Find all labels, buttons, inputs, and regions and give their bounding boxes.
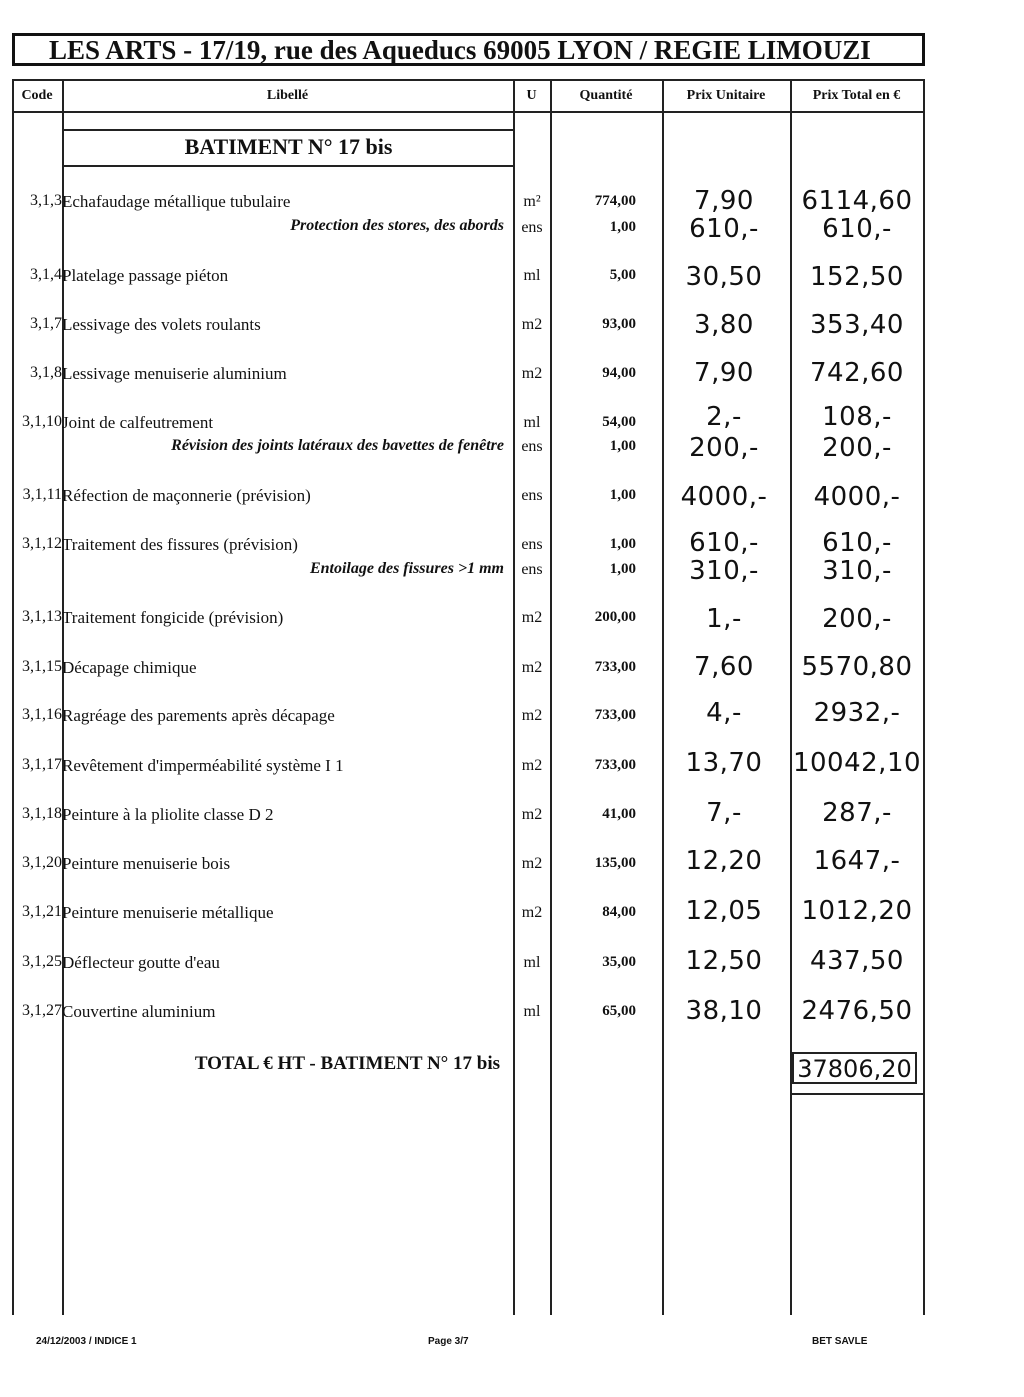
total-label: TOTAL € HT - BATIMENT N° 17 bis: [194, 1053, 500, 1074]
row-total-price: 200,-: [822, 433, 892, 463]
row-qty: 135,00: [594, 855, 636, 871]
row-qty: 1,00: [609, 561, 636, 577]
row-unit: m2: [521, 855, 543, 872]
row-unit: ml: [523, 267, 541, 284]
row-unit-price: 13,70: [685, 748, 763, 778]
row-unit-price: 2,-: [706, 402, 742, 432]
row-sublabel: Entoilage des fissures >1 mm: [309, 560, 504, 577]
row-label: Réfection de maçonnerie (prévision): [62, 486, 311, 505]
footer-date: 24/12/2003 / INDICE 1: [36, 1336, 137, 1347]
row-unit-price: 12,20: [685, 846, 763, 876]
row-qty: 733,00: [594, 659, 636, 675]
col-header-u: U: [526, 88, 537, 103]
row-unit-price: 1,-: [706, 604, 742, 634]
row-qty: 733,00: [594, 757, 636, 773]
row-label: Déflecteur goutte d'eau: [62, 953, 220, 972]
row-label: Peinture à la pliolite classe D 2: [62, 805, 274, 824]
row-total-price: 4000,-: [813, 482, 901, 512]
row-code: 3,1,17: [22, 756, 62, 773]
col-header-code: Code: [21, 88, 53, 103]
row-label: Echafaudage métallique tubulaire: [62, 192, 291, 211]
row-qty: 54,00: [602, 414, 636, 430]
row-qty: 1,00: [609, 438, 636, 454]
row-code: 3,1,18: [22, 805, 62, 822]
row-unit: ens: [521, 219, 543, 236]
row-unit: m²: [523, 193, 541, 210]
col-border-libelle: [513, 79, 515, 1315]
row-qty: 41,00: [602, 806, 636, 822]
row-qty: 1,00: [609, 536, 636, 552]
row-code: 3,1,8: [30, 364, 62, 381]
row-qty: 1,00: [609, 219, 636, 235]
row-unit-price: 610,-: [689, 214, 759, 244]
footer-company: BET SAVLE: [812, 1336, 868, 1347]
row-total-price: 152,50: [810, 262, 904, 292]
col-header-pu: Prix Unitaire: [686, 88, 766, 103]
row-unit: m2: [521, 609, 543, 626]
row-label: Lessivage menuiserie aluminium: [62, 364, 287, 383]
row-qty: 774,00: [594, 193, 636, 209]
row-qty: 94,00: [602, 365, 636, 381]
row-unit: m2: [521, 757, 543, 774]
row-unit: ml: [523, 1003, 541, 1020]
row-unit: m2: [521, 806, 543, 823]
row-label: Peinture menuiserie bois: [62, 854, 231, 873]
row-total-price: 742,60: [810, 358, 904, 388]
total-value: 37806,20: [792, 1052, 917, 1084]
row-qty: 65,00: [602, 1003, 636, 1019]
row-total-price: 5570,80: [801, 652, 913, 682]
row-code: 3,1,21: [22, 903, 62, 920]
row-unit: ml: [523, 954, 541, 971]
row-code: 3,1,12: [22, 535, 62, 552]
row-unit: m2: [521, 707, 543, 724]
row-unit: m2: [521, 659, 543, 676]
row-unit-price: 3,80: [694, 310, 754, 340]
row-unit-price: 7,60: [694, 652, 754, 682]
row-unit: ens: [521, 536, 543, 553]
row-code: 3,1,4: [30, 266, 62, 283]
row-unit: ens: [521, 438, 543, 455]
row-total-price: 2476,50: [801, 996, 913, 1026]
row-code: 3,1,13: [22, 608, 62, 625]
col-border-code: [62, 79, 64, 1315]
col-header-libelle: Libellé: [266, 88, 309, 103]
col-header-quantite: Quantité: [579, 88, 633, 103]
row-unit-price: 200,-: [689, 433, 759, 463]
row-unit-price: 12,50: [685, 946, 763, 976]
row-total-price: 10042,10: [792, 748, 922, 778]
row-total-price: 1012,20: [801, 896, 913, 926]
col-border-right: [923, 79, 925, 1315]
row-total-price: 1647,-: [813, 846, 901, 876]
row-sublabel: Protection des stores, des abords: [290, 217, 504, 234]
row-label: Revêtement d'imperméabilité système I 1: [62, 756, 344, 775]
row-label: Ragréage des parements après décapage: [62, 706, 335, 725]
row-unit: m2: [521, 316, 543, 333]
footer-page: Page 3/7: [428, 1336, 469, 1347]
row-unit: m2: [521, 904, 543, 921]
section-divider-bottom: [62, 165, 514, 167]
row-unit-price: 7,90: [694, 358, 754, 388]
section-title: BATIMENT N° 17 bis: [184, 134, 393, 159]
row-label: Peinture menuiserie métallique: [62, 903, 274, 922]
row-total-price: 200,-: [822, 604, 892, 634]
row-total-price: 6114,60: [801, 186, 913, 216]
row-label: Couvertine aluminium: [62, 1002, 216, 1021]
row-unit-price: 12,05: [685, 896, 763, 926]
row-sublabel: Révision des joints latéraux des bavettes de fenêtre: [171, 437, 504, 454]
row-code: 3,1,20: [22, 854, 62, 871]
document-title: LES ARTS - 17/19, rue des Aqueducs 69005 LYON / REGIE LIMOUZI: [12, 33, 925, 66]
row-unit-price: 7,90: [694, 186, 754, 216]
row-total-price: 610,-: [822, 214, 892, 244]
total-divider: [792, 1093, 924, 1095]
row-unit-price: 4000,-: [680, 482, 768, 512]
row-unit-price: 30,50: [685, 262, 763, 292]
row-code: 3,1,25: [22, 953, 62, 970]
row-qty: 5,00: [609, 267, 636, 283]
row-label: Traitement fongicide (prévision): [62, 608, 284, 627]
row-code: 3,1,15: [22, 658, 62, 675]
row-total-price: 2932,-: [813, 698, 901, 728]
row-unit: ens: [521, 561, 543, 578]
row-label: Platelage passage piéton: [62, 266, 229, 285]
row-unit-price: 310,-: [689, 556, 759, 586]
row-unit: ml: [523, 414, 541, 431]
row-total-price: 610,-: [822, 528, 892, 558]
row-label: Lessivage des volets roulants: [62, 315, 261, 334]
row-code: 3,1,10: [22, 413, 62, 430]
row-unit-price: 610,-: [689, 528, 759, 558]
row-label: Traitement des fissures (prévision): [62, 535, 298, 554]
row-total-price: 108,-: [822, 402, 892, 432]
row-qty: 733,00: [594, 707, 636, 723]
col-border-u: [550, 79, 552, 1315]
row-code: 3,1,11: [22, 486, 62, 503]
row-unit-price: 7,-: [706, 798, 742, 828]
row-unit-price: 4,-: [706, 698, 742, 728]
row-total-price: 353,40: [810, 310, 904, 340]
row-qty: 1,00: [609, 487, 636, 503]
row-total-price: 310,-: [822, 556, 892, 586]
row-label: Joint de calfeutrement: [62, 413, 214, 432]
row-unit: ens: [521, 487, 543, 504]
row-label: Décapage chimique: [62, 658, 197, 677]
row-qty: 35,00: [602, 954, 636, 970]
row-qty: 84,00: [602, 904, 636, 920]
row-unit: m2: [521, 365, 543, 382]
row-total-price: 437,50: [810, 946, 904, 976]
row-qty: 200,00: [594, 609, 636, 625]
row-qty: 93,00: [602, 316, 636, 332]
col-border-left: [12, 79, 14, 1315]
col-header-pt: Prix Total en €: [812, 88, 901, 103]
row-code: 3,1,27: [22, 1002, 62, 1019]
row-total-price: 287,-: [822, 798, 892, 828]
row-code: 3,1,3: [30, 192, 62, 209]
row-unit-price: 38,10: [685, 996, 763, 1026]
row-code: 3,1,16: [22, 706, 62, 723]
row-code: 3,1,7: [30, 315, 62, 332]
